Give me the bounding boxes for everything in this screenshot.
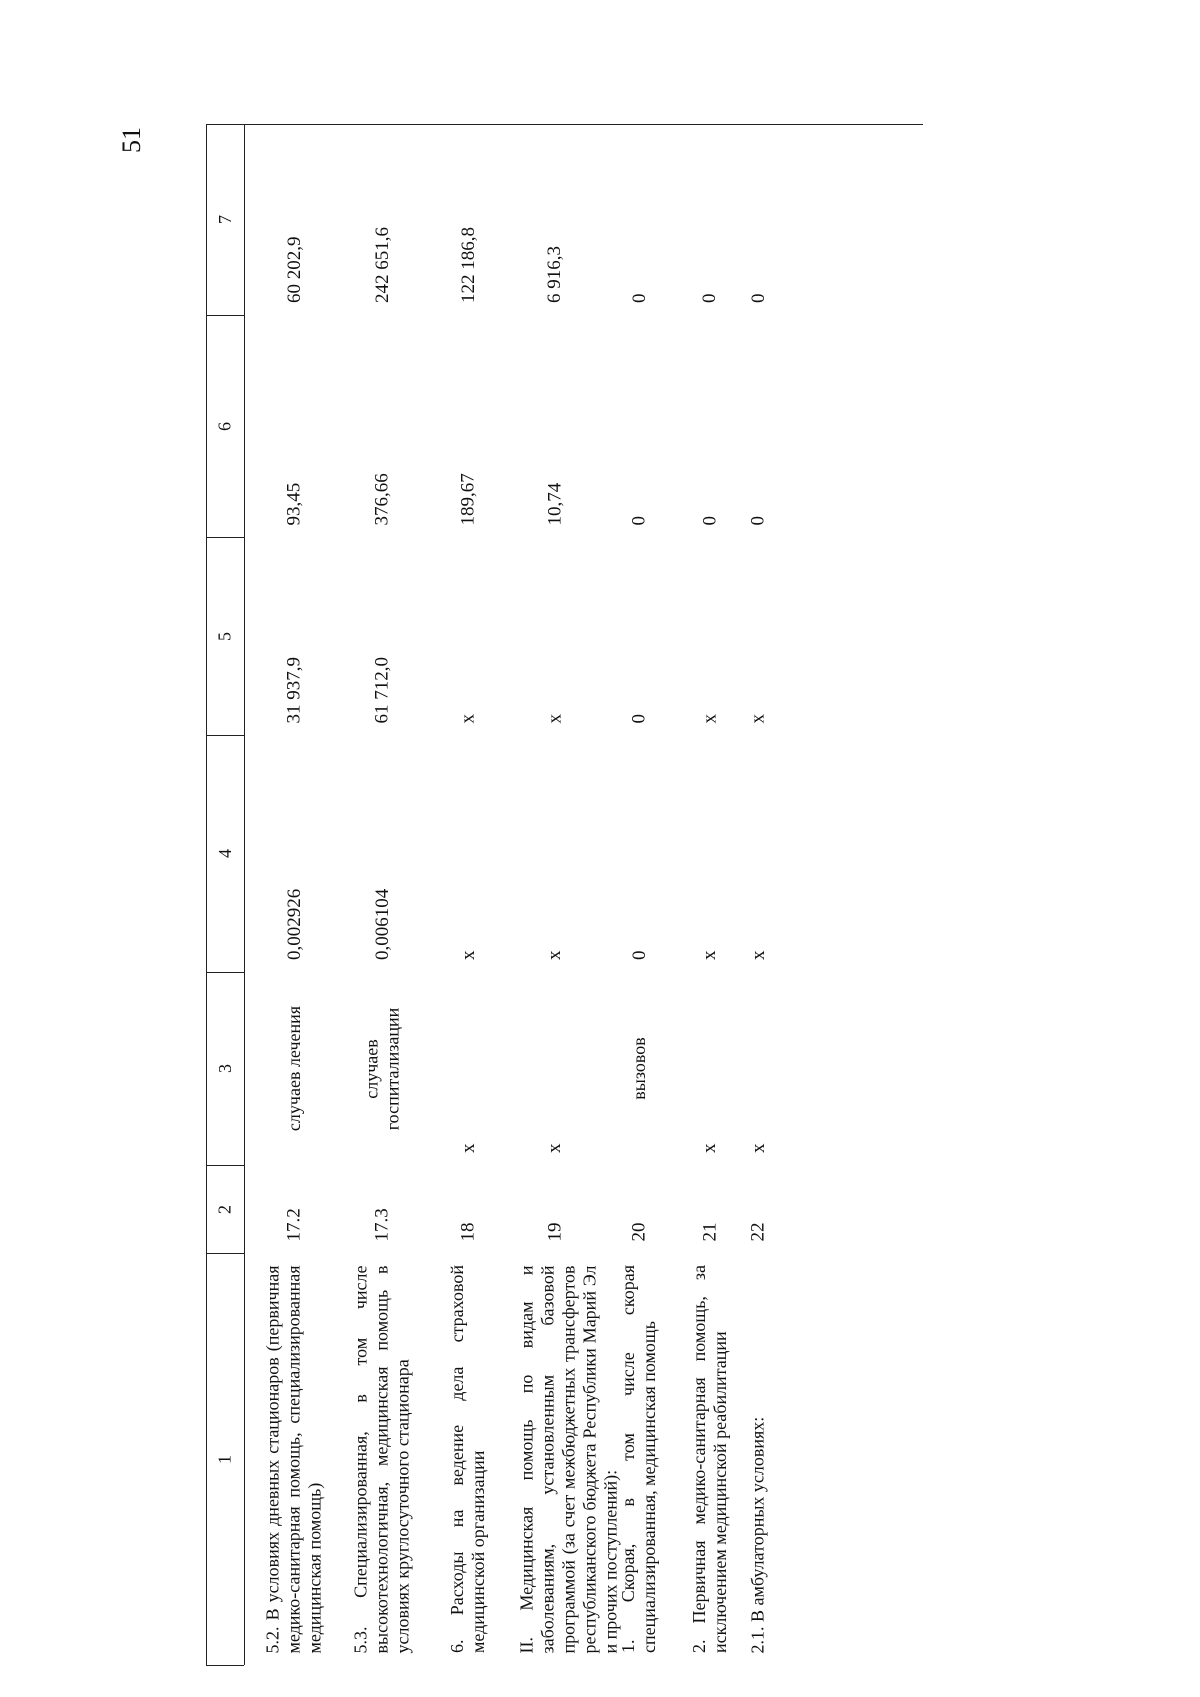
header-cell-3-text: 3 xyxy=(214,1064,235,1073)
header-cell-1 xyxy=(206,1253,244,1665)
row-4-cost-text: х xyxy=(544,713,565,723)
row-2-total xyxy=(344,124,420,315)
row-4-code-text: 19 xyxy=(544,1222,565,1241)
row-2-unit xyxy=(344,972,420,1165)
row-1-name-text: 5.2. В условиях дневных стационаров (первичная медико-санитарная помощь, специализированная медицинская помощь) xyxy=(262,1265,325,1653)
row-1-per-capita xyxy=(248,315,340,537)
header-separator xyxy=(244,124,245,1665)
row-3-name-text: 6. Расходы на ведение дела страховой медицинской организации xyxy=(447,1265,488,1653)
row-6-name xyxy=(685,1253,734,1665)
row-6-name-text: 2. Первичная медико-санитарная помощь, за исключением медицинской реабилитации xyxy=(688,1265,730,1653)
row-3-unit-text: х xyxy=(457,1143,479,1153)
row-1-name xyxy=(248,1253,340,1665)
row-5-volume-text: 0 xyxy=(628,950,650,960)
row-6-per-capita-text: 0 xyxy=(699,515,720,525)
row-2-per-capita-text: 376,66 xyxy=(371,472,393,525)
row-6-volume-text: х xyxy=(699,950,720,960)
row-2-name xyxy=(344,1253,420,1665)
row-7-volume xyxy=(738,735,778,972)
row-5-volume xyxy=(597,735,681,972)
row-6-code xyxy=(685,1165,734,1253)
row-2-code xyxy=(344,1165,420,1253)
header-cell-2 xyxy=(206,1165,244,1253)
row-6-total xyxy=(685,124,734,315)
header-cell-2-text: 2 xyxy=(214,1204,235,1214)
header-cell-1-text: 1 xyxy=(214,1454,235,1464)
row-5-unit xyxy=(597,972,681,1165)
row-4-per-capita xyxy=(516,315,593,537)
row-2-unit-text: случаев госпитализации xyxy=(361,1007,402,1130)
row-7-cost-text: х xyxy=(747,713,769,723)
column-divider xyxy=(206,1253,245,1254)
row-1-code-text: 17.2 xyxy=(283,1207,305,1241)
row-3-volume xyxy=(424,735,512,972)
row-4-volume-text: х xyxy=(544,950,565,960)
header-cell-4 xyxy=(206,735,244,972)
row-4-code xyxy=(516,1165,593,1253)
row-7-unit-text: х xyxy=(747,1143,769,1153)
row-5-total xyxy=(597,124,681,315)
column-divider xyxy=(206,1165,245,1166)
row-7-per-capita-text: 0 xyxy=(747,515,769,525)
column-divider xyxy=(206,972,245,973)
row-1-total xyxy=(248,124,340,315)
row-7-code-text: 22 xyxy=(747,1222,769,1241)
row-3-total xyxy=(424,124,512,315)
row-1-unit xyxy=(248,972,340,1165)
row-2-cost-text: 61 712,0 xyxy=(371,656,393,723)
row-3-cost xyxy=(424,537,512,735)
row-1-cost xyxy=(248,537,340,735)
row-4-total xyxy=(516,124,593,315)
header-cell-7-text: 7 xyxy=(214,215,235,224)
header-cell-6-text: 6 xyxy=(214,421,235,431)
row-7-total xyxy=(738,124,778,315)
row-5-per-capita-text: 0 xyxy=(628,515,650,525)
row-7-cost xyxy=(738,537,778,735)
row-7-total-text: 0 xyxy=(747,293,769,303)
column-divider xyxy=(206,537,245,538)
row-3-total-text: 122 186,8 xyxy=(457,227,479,303)
row-5-unit-text: вызовов xyxy=(628,1037,649,1100)
row-7-code xyxy=(738,1165,778,1253)
row-1-volume-text: 0,002926 xyxy=(283,888,305,960)
row-2-code-text: 17.3 xyxy=(371,1207,393,1241)
row-3-unit xyxy=(424,972,512,1165)
row-1-cost-text: 31 937,9 xyxy=(283,656,305,723)
row-4-cost xyxy=(516,537,593,735)
row-7-unit xyxy=(738,972,778,1165)
row-7-name xyxy=(738,1253,778,1665)
header-cell-5-text: 5 xyxy=(214,631,235,641)
row-4-unit xyxy=(516,972,593,1165)
table-border-left xyxy=(206,124,207,1665)
row-5-per-capita xyxy=(597,315,681,537)
table-border-top xyxy=(206,124,923,125)
row-2-cost xyxy=(344,537,420,735)
row-6-per-capita xyxy=(685,315,734,537)
row-3-cost-text: х xyxy=(457,713,479,723)
row-4-name-text: II. Медицинская помощь по видам и заболеваниям, установленным базовой программой (за счет межбюджетных трансфертов республиканского бюджета Республики Марий Эл и прочих поступлений): xyxy=(516,1265,620,1653)
row-5-total-text: 0 xyxy=(628,293,650,303)
row-2-name-text: 5.3. Специализированная, в том числе высокотехнологичная, медицинская помощь в условиях круглосуточного стационара xyxy=(350,1265,413,1653)
header-cell-5 xyxy=(206,537,244,735)
row-6-total-text: 0 xyxy=(699,293,720,303)
row-6-unit xyxy=(685,972,734,1165)
row-6-cost xyxy=(685,537,734,735)
header-cell-7 xyxy=(206,124,244,315)
row-4-name xyxy=(516,1253,620,1665)
table-border-bottom xyxy=(206,1665,244,1666)
row-6-code-text: 21 xyxy=(699,1222,720,1241)
row-5-code-text: 20 xyxy=(628,1222,650,1241)
row-2-per-capita xyxy=(344,315,420,537)
row-1-code xyxy=(248,1165,340,1253)
row-3-per-capita-text: 189,67 xyxy=(457,472,479,525)
column-divider xyxy=(206,735,245,736)
row-3-name xyxy=(424,1253,512,1665)
row-3-code xyxy=(424,1165,512,1253)
row-3-volume-text: х xyxy=(457,950,479,960)
row-6-volume xyxy=(685,735,734,972)
column-divider xyxy=(206,315,245,316)
row-1-per-capita-text: 93,45 xyxy=(283,482,305,525)
row-7-per-capita xyxy=(738,315,778,537)
header-cell-4-text: 4 xyxy=(214,849,235,858)
row-5-name-text: 1. Скорая, в том числе скорая специализированная, медицинская помощь xyxy=(618,1265,659,1653)
row-2-volume xyxy=(344,735,420,972)
row-7-name-text: 2.1. В амбулаторных условиях: xyxy=(747,1416,768,1653)
row-5-cost-text: 0 xyxy=(628,713,650,723)
row-4-per-capita-text: 10,74 xyxy=(544,482,565,525)
row-7-volume-text: х xyxy=(747,950,769,960)
row-1-volume xyxy=(248,735,340,972)
page-number: 51 xyxy=(117,127,146,153)
row-3-per-capita xyxy=(424,315,512,537)
header-cell-3 xyxy=(206,972,244,1165)
row-3-code-text: 18 xyxy=(457,1222,479,1241)
row-1-unit-text: случаев лечения xyxy=(283,1005,304,1132)
row-5-name xyxy=(597,1253,681,1665)
row-5-code xyxy=(597,1165,681,1253)
row-6-unit-text: х xyxy=(699,1143,720,1153)
row-4-unit-text: х xyxy=(544,1143,565,1153)
row-5-cost xyxy=(597,537,681,735)
row-4-total-text: 6 916,3 xyxy=(544,246,565,303)
row-4-volume xyxy=(516,735,593,972)
row-1-total-text: 60 202,9 xyxy=(283,236,305,303)
row-2-volume-text: 0,006104 xyxy=(371,888,393,960)
row-2-total-text: 242 651,6 xyxy=(371,227,393,303)
header-cell-6 xyxy=(206,315,244,537)
row-6-cost-text: х xyxy=(699,713,720,723)
